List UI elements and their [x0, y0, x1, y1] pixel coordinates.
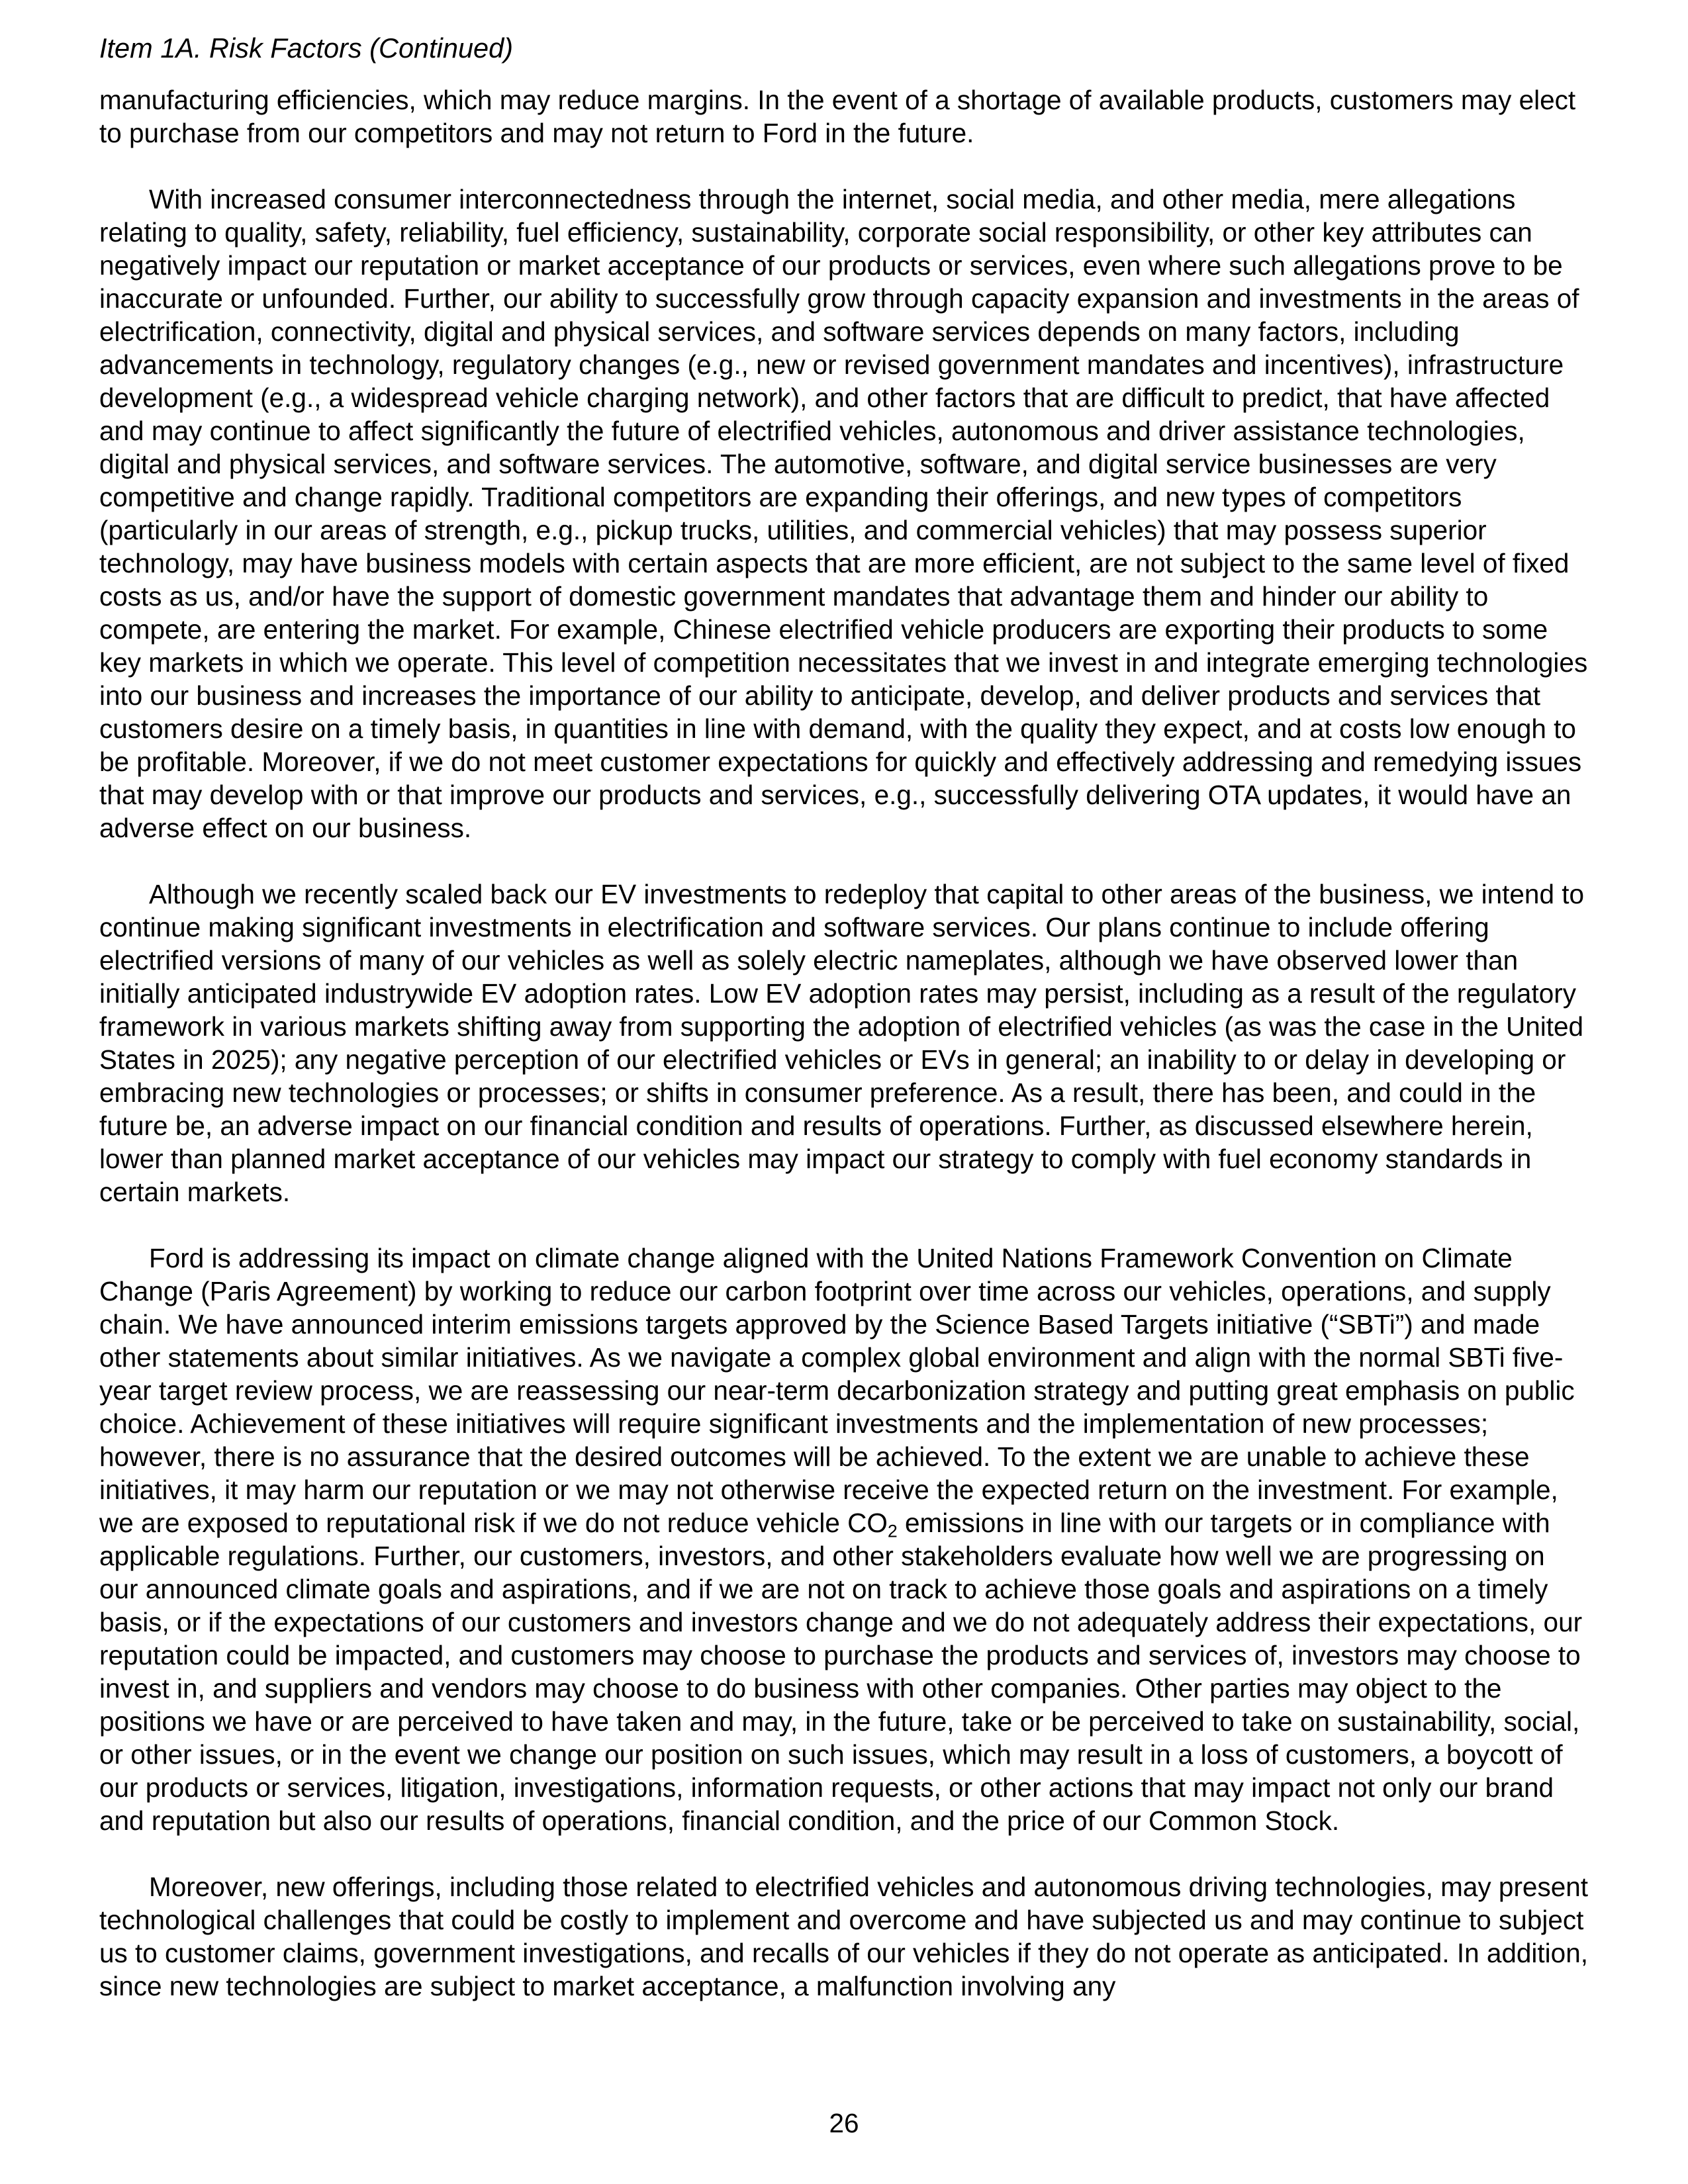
document-page: [99, 32, 1589, 2036]
section-header: Item 1A. Risk Factors (Continued): [99, 32, 514, 64]
paragraph-continuation: manufacturing efficiencies, which may reduce margins. In the event of a shortage of available products, customers may elect to purchase from our competitors and may not return to Ford in the future.: [99, 85, 1576, 148]
paragraph-climate-text-before: Ford is addressing its impact on climate change aligned with the United Nations Framework Convention on Climate Change (Paris Agreement) by working to reduce our carbon footprint over time across our vehicles, operations, and supply chain. We have announced interim emissions targets approved by the Science Based Targets initiative (“SBTi”) and made other statements about similar initiatives. As we navigate a complex global environment and align with the normal SBTi five-year target review process, we are reassessing our near-term decarbonization strategy and putting great emphasis on public choice. Achievement of these initiatives will require significant investments and the implementation of new processes; however, there is no assurance that the desired outcomes will be achieved. To the extent we are unable to achieve these initiatives, it may harm our reputation or we may not otherwise receive the expected return on the investment. For example, we are exposed to reputational risk if we do not reduce vehicle CO: [99, 1243, 1575, 1538]
paragraph-consumer-interconnectedness: With increased consumer interconnectedness through the internet, social media, and other media, mere allegations relating to quality, safety, reliability, fuel efficiency, sustainability, corporate social responsibility, or other key attributes can negatively impact our reputation or market acceptance of our products or services, even where such allegations prove to be inaccurate or unfounded. Further, our ability to successfully grow through capacity expansion and investments in the areas of electrification, connectivity, digital and physical services, and software services depends on many factors, including advancements in technology, regulatory changes (e.g., new or revised government mandates and incentives), infrastructure development (e.g., a widespread vehicle charging network), and other factors that are difficult to predict, that have affected and may continue to affect significantly the future of electrified vehicles, autonomous and driver assistance technologies, digital and physical services, and software services. The automotive, software, and digital service businesses are very competitive and change rapidly. Traditional competitors are expanding their offerings, and new types of competitors (particularly in our areas of strength, e.g., pickup trucks, utilities, and commercial vehicles) that may possess superior technology, may have business models with certain aspects that are more efficient, are not subject to the same level of fixed costs as us, and/or have the support of domestic government mandates that advantage them and hinder our ability to compete, are entering the market. For example, Chinese electrified vehicle producers are exporting their products to some key markets in which we operate. This level of competition necessitates that we invest in and integrate emerging technologies into our business and increases the importance of our ability to anticipate, develop, and deliver products and services that customers desire on a timely basis, in quantities in line with demand, with the quality they expect, and at costs low enough to be profitable. Moreover, if we do not meet customer expectations for quickly and effectively addressing and remedying issues that may develop with or that improve our products and services, e.g., successfully delivering OTA updates, it would have an adverse effect on our business.: [99, 184, 1588, 843]
paragraph-climate-text-after: emissions in line with our targets or in compliance with applicable regulations. Further, our customers, investors, and other stakeholders evaluate how well we are progressing on our announced climate goals and aspirations, and if we are not on track to achieve those goals and aspirations on a timely basis, or if the expectations of our customers and investors change and we do not adequately address their expectations, our reputation could be impacted, and customers may choose to purchase the products and services of, investors may choose to invest in, and suppliers and vendors may choose to do business with other companies. Other parties may object to the positions we have or are perceived to have taken and may, in the future, take or be perceived to take on sustainability, social, or other issues, or in the event we change our position on such issues, which may result in a loss of customers, a boycott of our products or services, litigation, investigations, information requests, or other actions that may impact not only our brand and reputation but also our results of operations, financial condition, and the price of our Common Stock.: [99, 1508, 1583, 1836]
co2-subscript: 2: [887, 1521, 898, 1541]
paragraph-climate-change: [99, 1242, 1589, 1837]
page-number: 26: [829, 2108, 859, 2138]
paragraph-new-offerings: Moreover, new offerings, including those related to electrified vehicles and autonomous driving technologies, may present technological challenges that could be costly to implement and overcome and have subjected us and may continue to subject us to customer claims, government investigations, and recalls of our vehicles if they do not operate as anticipated. In addition, since new technologies are subject to market acceptance, a malfunction involving any: [99, 1872, 1589, 2001]
paragraph-ev-investments: Although we recently scaled back our EV investments to redeploy that capital to other areas of the business, we intend to continue making significant investments in electrification and software services. Our plans continue to include offering electrified versions of many of our vehicles as well as solely electric nameplates, although we have observed lower than initially anticipated industrywide EV adoption rates. Low EV adoption rates may persist, including as a result of the regulatory framework in various markets shifting away from supporting the adoption of electrified vehicles (as was the case in the United States in 2025); any negative perception of our electrified vehicles or EVs in general; an inability to or delay in developing or embracing new technologies or processes; or shifts in consumer preference. As a result, there has been, and could in the future be, an adverse impact on our financial condition and results of operations. Further, as discussed elsewhere herein, lower than planned market acceptance of our vehicles may impact our strategy to comply with fuel economy standards in certain markets.: [99, 879, 1584, 1207]
